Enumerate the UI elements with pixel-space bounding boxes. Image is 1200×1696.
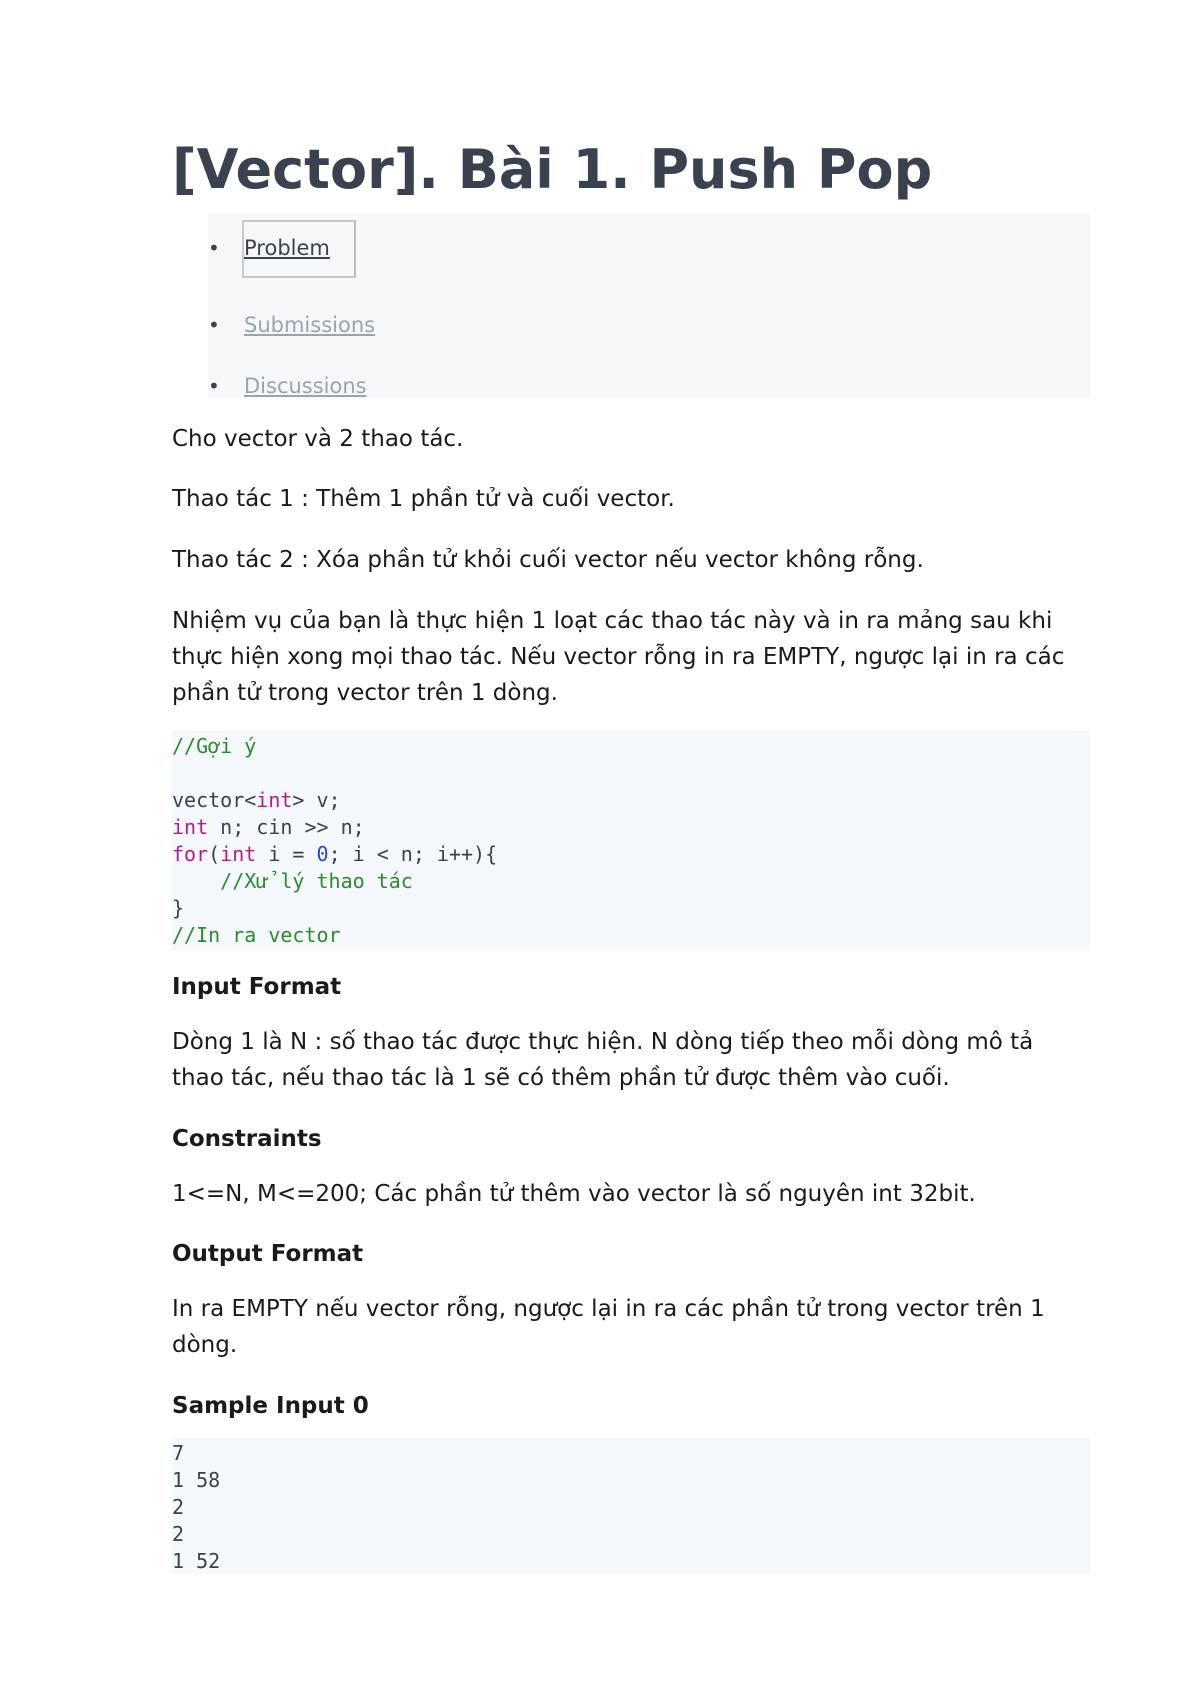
bullet-icon: • xyxy=(208,236,220,260)
sample-input-line: 1 52 xyxy=(172,1549,221,1573)
sample-input-line: 7 xyxy=(172,1441,185,1465)
tab-problem-link[interactable]: Problem xyxy=(244,236,330,260)
constraints-text: 1<=N, M<=200; Các phần tử thêm vào vector là số nguyên int 32bit. xyxy=(172,1181,976,1207)
operation-1-text: Thao tác 1 : Thêm 1 phần tử và cuối vector. xyxy=(172,486,675,512)
sample-input-line: 1 58 xyxy=(172,1468,221,1492)
constraints-heading: Constraints xyxy=(172,1126,322,1152)
task-description: Nhiệm vụ của bạn là thực hiện 1 loạt các thao tác này và in ra mảng sau khi thực hiện xong mọi thao tác. Nếu vector rỗng in ra EMPTY, ngược lại in ra các phần tử trong vector trên 1 dòng. xyxy=(172,608,1065,706)
tab-submissions-link[interactable]: Submissions xyxy=(244,313,376,337)
code-line: vector<int> v; xyxy=(172,788,341,812)
input-format-text: Dòng 1 là N : số thao tác được thực hiện. N dòng tiếp theo mỗi dòng mô tả thao tác, nếu thao tác là 1 sẽ có thêm phần tử được thêm vào cuối. xyxy=(172,1029,1034,1091)
code-line: //Gợi ý xyxy=(172,734,257,758)
output-format-text: In ra EMPTY nếu vector rỗng, ngược lại in ra các phần tử trong vector trên 1 dòng. xyxy=(172,1296,1045,1358)
sample-input-block xyxy=(172,1438,1090,1574)
code-line: for(int i = 0; i < n; i++){ xyxy=(172,842,498,866)
sample-input-line: 2 xyxy=(172,1522,185,1546)
problem-tabs xyxy=(208,214,1090,398)
bullet-icon: • xyxy=(208,374,220,398)
page-title: [Vector]. Bài 1. Push Pop xyxy=(172,138,933,201)
bullet-icon: • xyxy=(208,313,220,337)
code-line: } xyxy=(172,896,185,920)
sample-input-line: 2 xyxy=(172,1495,185,1519)
code-line: //In ra vector xyxy=(172,923,341,947)
output-format-heading: Output Format xyxy=(172,1241,364,1267)
code-line: int n; cin >> n; xyxy=(172,815,365,839)
code-line: //Xử lý thao tác xyxy=(172,869,413,893)
intro-paragraph: Cho vector và 2 thao tác. xyxy=(172,426,464,452)
sample-input-heading: Sample Input 0 xyxy=(172,1393,369,1419)
tab-discussions-link[interactable]: Discussions xyxy=(244,374,367,398)
operation-2-text: Thao tác 2 : Xóa phần tử khỏi cuối vector nếu vector không rỗng. xyxy=(172,547,924,573)
hint-code-block xyxy=(172,731,1090,951)
input-format-heading: Input Format xyxy=(172,974,342,1000)
